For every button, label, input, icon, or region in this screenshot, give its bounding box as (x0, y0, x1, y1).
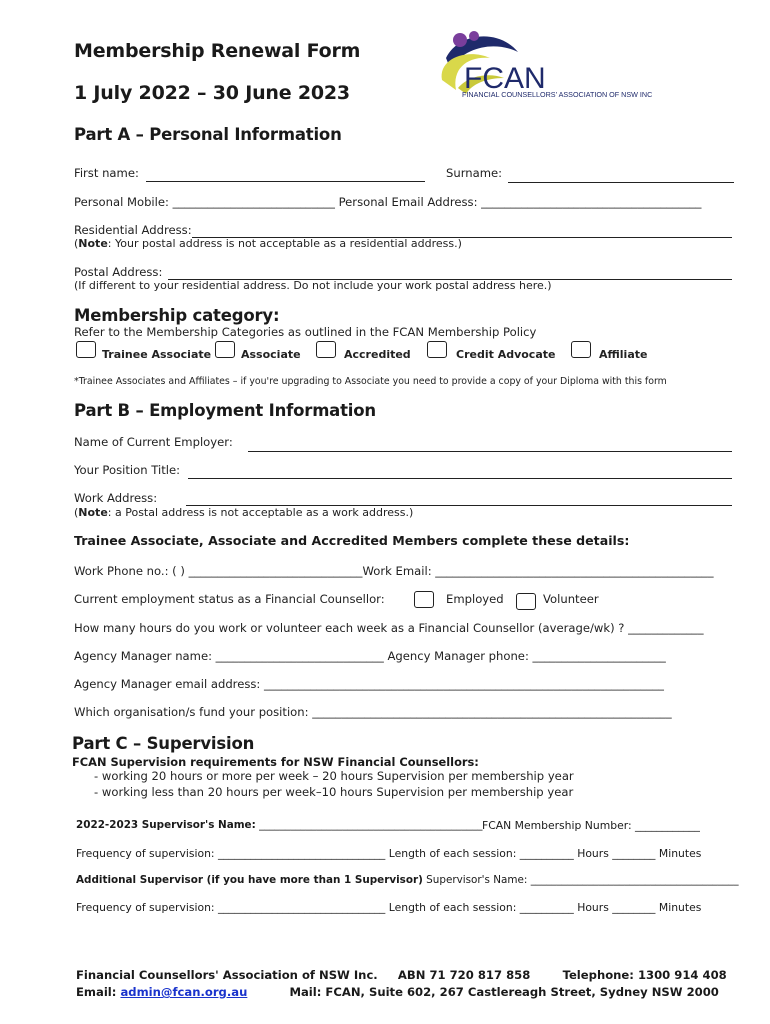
frequency-row-2[interactable]: Frequency of supervision: _______________________________ Length of each session: __________ Hours ________ Minutes (76, 901, 702, 914)
requirement-2: - working less than 20 hours per week–10 hours Supervision per membership year (94, 785, 574, 799)
volunteer-checkbox[interactable] (516, 593, 536, 610)
credit-advocate-label: Credit Advocate (456, 348, 556, 361)
volunteer-label: Volunteer (543, 592, 599, 606)
employment-status-label: Current employment status as a Financial Counsellor: (74, 592, 385, 606)
affiliate-checkbox[interactable] (571, 341, 591, 358)
residential-note: (Note: Your postal address is not acceptable as a residential address.) (74, 237, 462, 250)
postal-label: Postal Address: (74, 265, 163, 279)
email-link[interactable]: admin@fcan.org.au (120, 985, 248, 999)
fcan-logo (438, 28, 698, 108)
supervisor-line[interactable]: ___________________________________________ (259, 819, 483, 831)
additional-supervisor-label: Additional Supervisor (if you have more than 1 Supervisor) (76, 874, 423, 886)
membership-number-row[interactable]: FCAN Membership Number: ____________ (482, 819, 700, 832)
supervision-requirements: FCAN Supervision requirements for NSW Financial Counsellors: (72, 755, 479, 769)
supervisor-row[interactable] (76, 819, 482, 831)
logo-text: FCAN (464, 62, 546, 95)
work-note-label: Note (78, 506, 108, 519)
email-label: Email: (76, 985, 121, 999)
supervisor-label: 2022-2023 Supervisor's Name: (76, 819, 256, 831)
position-label: Your Position Title: (74, 463, 181, 477)
membership-heading: Membership category: (74, 306, 280, 325)
part-a-heading: Part A – Personal Information (74, 125, 342, 144)
logo-subtitle: FINANCIAL COUNSELLORS' ASSOCIATION OF NSW INC (462, 90, 653, 99)
note-label: Note (78, 237, 108, 250)
footer-line-2 (76, 985, 719, 999)
surname-field[interactable] (508, 182, 734, 183)
first-name-label: First name: (74, 166, 139, 180)
membership-footnote: *Trainee Associates and Affiliates – if you're upgrading to Associate you need to provide a copy of your Diploma with this form (74, 376, 667, 387)
additional-supervisor-name[interactable]: Supervisor's Name: ________________________________________ (422, 874, 739, 886)
funding-row[interactable]: Which organisation/s fund your position: ______________________________________________________________ (74, 705, 672, 719)
mail-address: Mail: FCAN, Suite 602, 267 Castlereagh Street, Sydney NSW 2000 (289, 985, 719, 999)
manager-name-phone-row[interactable]: Agency Manager name: _____________________________ Agency Manager phone: _______________________ (74, 649, 666, 663)
membership-refer: Refer to the Membership Categories as outlined in the FCAN Membership Policy (74, 325, 537, 339)
form-title: Membership Renewal Form (74, 40, 361, 62)
members-subheading: Trainee Associate, Associate and Accredited Members complete these details: (74, 533, 630, 548)
footer-line-1: Financial Counsellors' Association of NSW Inc. ABN 71 720 817 858 Telephone: 1300 914 408 (76, 968, 727, 982)
position-field[interactable] (188, 478, 732, 479)
work-note-text: : a Postal address is not acceptable as a work address.) (107, 506, 414, 519)
residential-label: Residential Address: (74, 223, 192, 237)
part-c-heading: Part C – Supervision (72, 734, 255, 753)
work-address-label: Work Address: (74, 491, 158, 505)
employer-label: Name of Current Employer: (74, 435, 233, 449)
associate-checkbox[interactable] (215, 341, 235, 358)
trainee-associate-checkbox[interactable] (76, 341, 96, 358)
mobile-email-row[interactable]: Personal Mobile: ____________________________ Personal Email Address: ______________________________________ (74, 195, 702, 209)
requirement-1: - working 20 hours or more per week – 20 hours Supervision per membership year (94, 769, 574, 783)
accredited-label: Accredited (344, 348, 411, 361)
postal-note: (If different to your residential address. Do not include your work postal address here.) (74, 279, 552, 292)
trainee-associate-label: Trainee Associate (102, 348, 212, 361)
additional-supervisor-row[interactable] (76, 874, 739, 886)
part-b-heading: Part B – Employment Information (74, 401, 376, 420)
residential-note-text: : Your postal address is not acceptable as a residential address.) (107, 237, 462, 250)
associate-label: Associate (241, 348, 301, 361)
work-address-note: (Note: a Postal address is not acceptable as a work address.) (74, 506, 414, 519)
frequency-row-1[interactable]: Frequency of supervision: _______________________________ Length of each session: __________ Hours ________ Minutes (76, 847, 702, 860)
work-phone-email-row[interactable]: Work Phone no.: ( ) ______________________________Work Email: ________________________________________________ (74, 564, 714, 578)
form-period: 1 July 2022 – 30 June 2023 (74, 82, 350, 104)
first-name-field[interactable] (146, 181, 425, 182)
accredited-checkbox[interactable] (316, 341, 336, 358)
employed-label: Employed (446, 592, 504, 606)
employed-checkbox[interactable] (414, 591, 434, 608)
manager-email-row[interactable]: Agency Manager email address: _____________________________________________________________________ (74, 677, 664, 691)
affiliate-label: Affiliate (599, 348, 648, 361)
credit-advocate-checkbox[interactable] (427, 341, 447, 358)
hours-row[interactable]: How many hours do you work or volunteer each week as a Financial Counsellor (average/wk) ? _____________ (74, 621, 704, 635)
surname-label: Surname: (446, 166, 503, 180)
employer-field[interactable] (248, 451, 732, 452)
